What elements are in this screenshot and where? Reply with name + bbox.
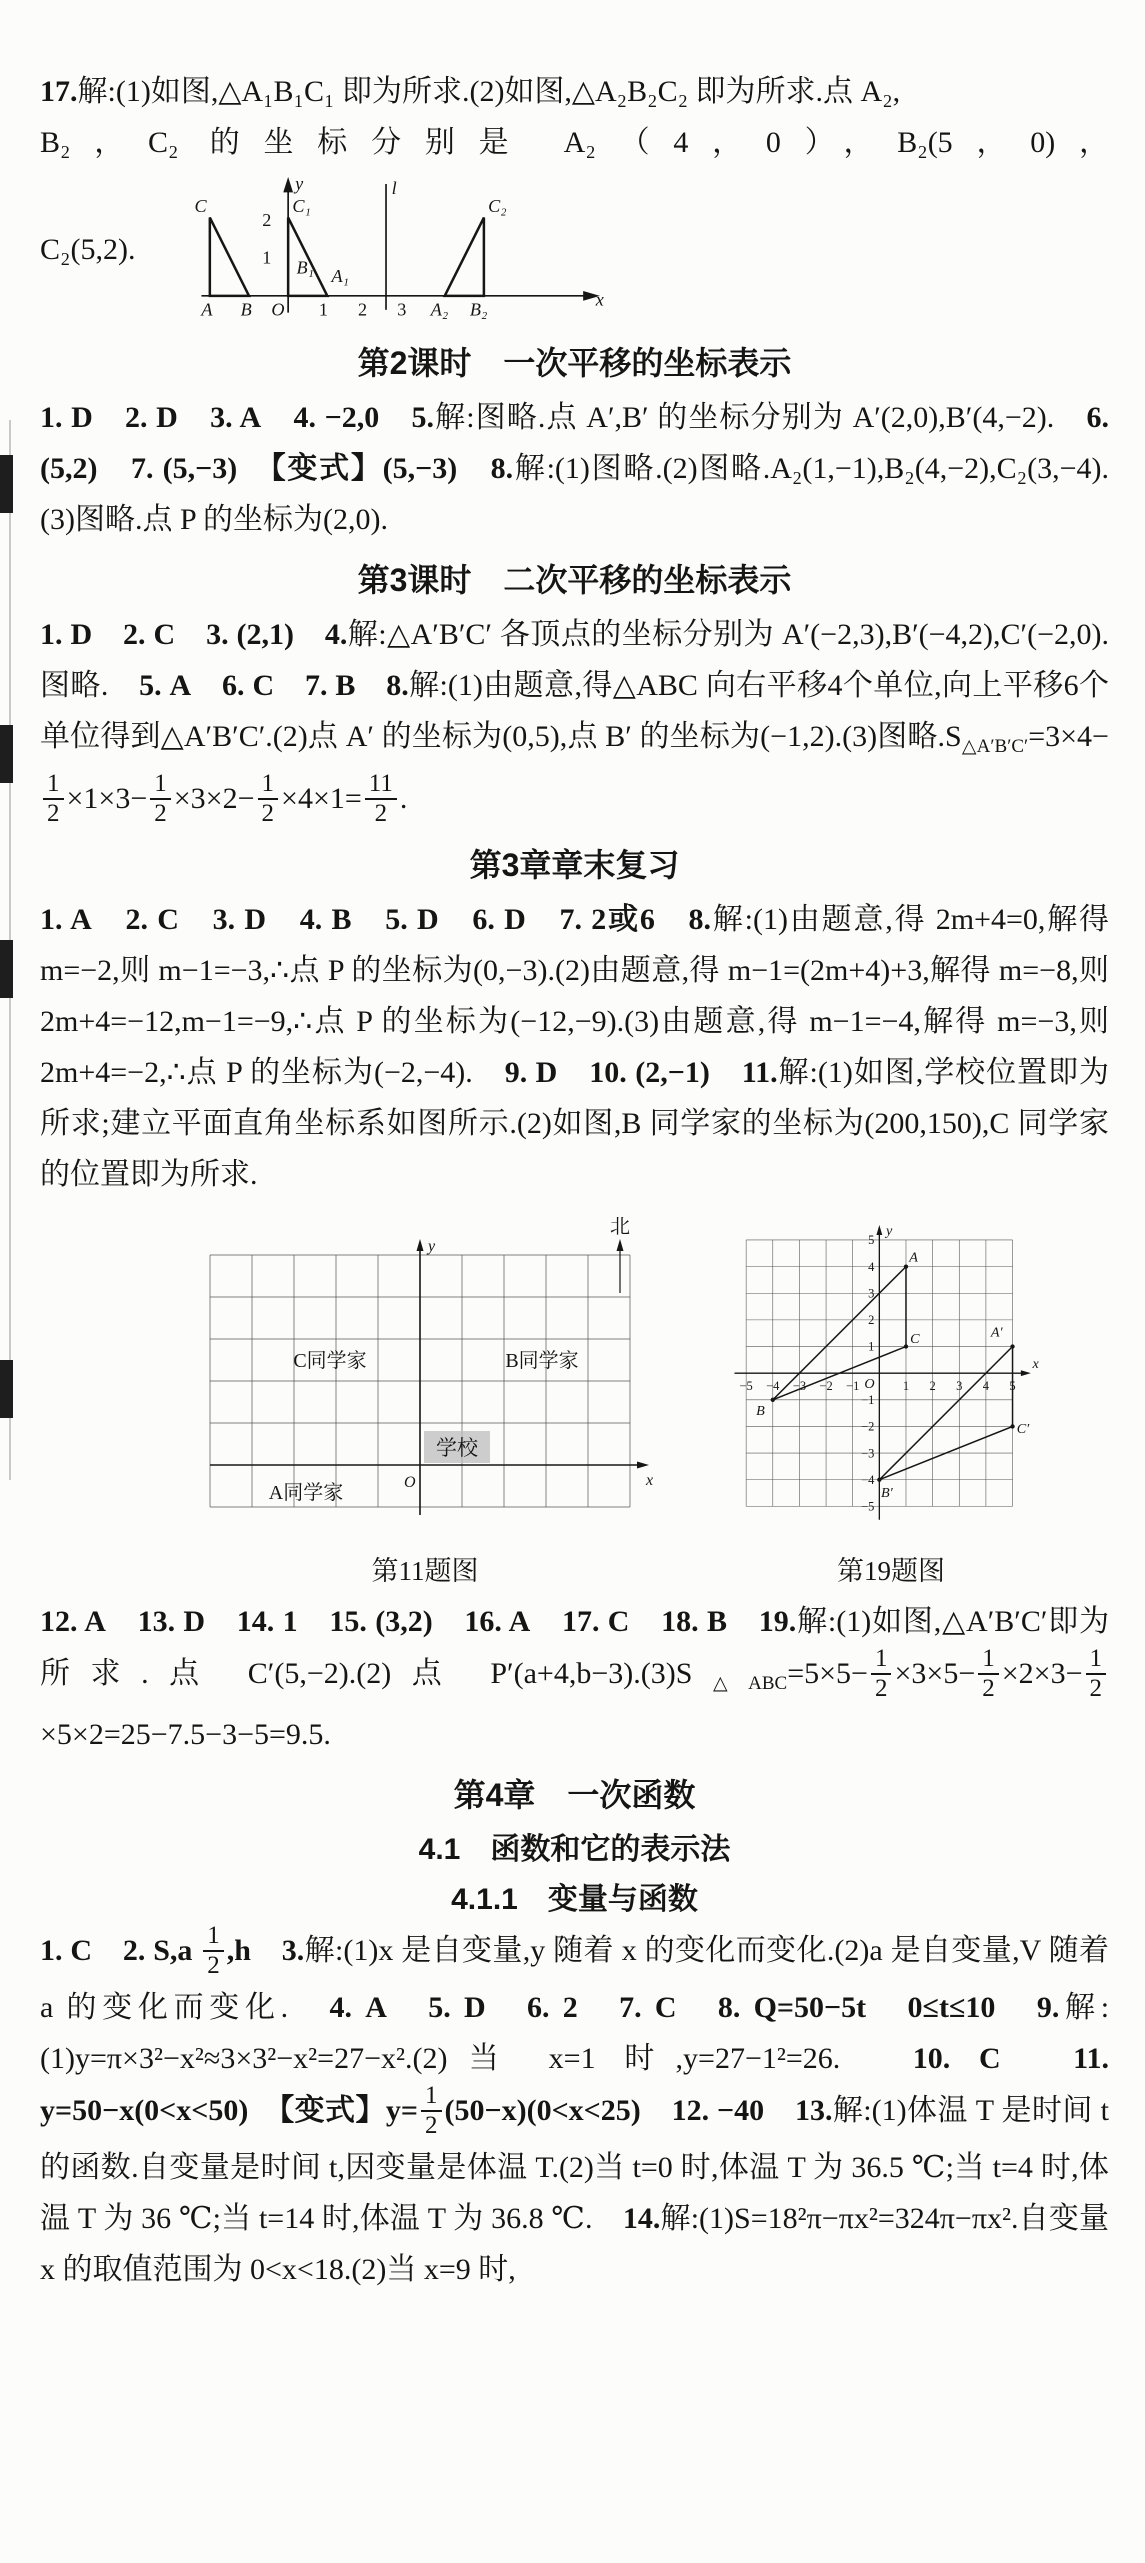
ytick: −2 bbox=[861, 1419, 875, 1434]
axes bbox=[201, 177, 599, 313]
answer-17-line1: 17.解:(1)如图,△A₁B₁C₁ 即为所求.(2)如图,△A₂B₂C₂ 即为所求.点 A₂, bbox=[40, 75, 901, 108]
xtick: −4 bbox=[766, 1378, 780, 1393]
xtick-2: 2 bbox=[358, 299, 368, 320]
figure-problem-19-block bbox=[716, 1210, 1066, 1588]
xtick: 4 bbox=[982, 1378, 990, 1393]
xtick: −5 bbox=[739, 1378, 753, 1393]
ytick: 2 bbox=[868, 1313, 875, 1328]
binding-mark bbox=[0, 1360, 13, 1418]
label-y: y bbox=[428, 1238, 436, 1255]
label-C2: C₂ bbox=[488, 195, 507, 216]
label-y: y bbox=[886, 1222, 893, 1239]
xtick: 1 bbox=[902, 1378, 910, 1393]
ytick: 1 bbox=[868, 1339, 875, 1354]
figure-problem-17 bbox=[190, 170, 610, 328]
xtick: 3 bbox=[956, 1378, 963, 1393]
ytick-2: 2 bbox=[262, 209, 272, 230]
label-B: B bbox=[756, 1402, 765, 1419]
label-y: y bbox=[295, 173, 304, 194]
answers-lesson2: 1. D 2. D 3. A 4. −2,0 5.解:图略.点 A′,B′ 的坐标分别为 A′(2,0),B′(4,−2). 6. (5,2) 7. (5,−3) 【变式】(5,−3) 8.解:(1)图略.(2)图略.A₂(1,−1),B₂(4,−2),C₂(3,−4).(3)图略.点 P 的坐标为(2,0). bbox=[40, 401, 1110, 536]
label-C: C bbox=[194, 195, 207, 216]
xtick: −2 bbox=[819, 1378, 833, 1393]
figure-11-labels bbox=[269, 1238, 653, 1504]
ytick: −5 bbox=[861, 1499, 875, 1514]
binding-mark bbox=[0, 940, 13, 998]
label-A: A bbox=[201, 299, 213, 320]
xtick: 5 bbox=[1009, 1378, 1016, 1393]
label-home-C: C同学家 bbox=[293, 1350, 367, 1372]
figure-problem-11 bbox=[190, 1217, 660, 1543]
heading-section-4-1: 4.1 函数和它的表示法 bbox=[418, 1832, 731, 1866]
label-x: x bbox=[595, 289, 604, 310]
ytick-1: 1 bbox=[262, 247, 272, 268]
label-A1: A₁ bbox=[331, 265, 349, 286]
label-home-B: B同学家 bbox=[505, 1350, 579, 1372]
label-B1: B₁ bbox=[296, 257, 314, 278]
xtick: 2 bbox=[929, 1378, 936, 1393]
figure-11-caption: 第11题图 bbox=[371, 1556, 479, 1586]
label-l: l bbox=[391, 177, 397, 198]
ytick: 3 bbox=[868, 1286, 875, 1301]
xtick: −3 bbox=[792, 1378, 807, 1393]
ytick: 5 bbox=[868, 1233, 875, 1248]
answers-lesson3: 1. D 2. C 3. (2,1) 4.解:△A′B′C′ 各顶点的坐标分别为 A′(−2,3),B′(−4,2),C′(−2,0).图略. 5. A 6. C 7. B 8.解:(1)由题意,得△ABC 向右平移4个单位,向上平移6个单位得到△A′B′C′.(2)点 A′ 的坐标为(0,5),点 B′ 的坐标为(−1,2).(3)图略$.S_{\triangle A'B'C'}=3\times 4-$ $\frac{1}{2}$ ×1×3− $\frac{1}{2}$ ×3×2− $\frac{1}{2}$ ×4×1= $\frac{11}{2}$ . bbox=[40, 618, 1110, 827]
label-O: O bbox=[271, 299, 285, 320]
answer-17-figure-row bbox=[40, 170, 1109, 328]
heading-section-4-1-1: 4.1.1 变量与函数 bbox=[451, 1882, 698, 1916]
figure-problem-19 bbox=[716, 1210, 1066, 1543]
figures-row bbox=[40, 1210, 1109, 1588]
label-C-prime: C′ bbox=[1016, 1421, 1030, 1438]
heading-lesson2: 第2课时 一次平移的坐标表示 bbox=[357, 345, 792, 381]
heading-lesson3: 第3课时 二次平移的坐标表示 bbox=[357, 562, 792, 598]
label-x: x bbox=[1032, 1356, 1039, 1373]
label-A: A bbox=[909, 1249, 918, 1266]
xtick-3: 3 bbox=[397, 299, 407, 320]
binding-mark bbox=[0, 455, 13, 513]
label-x: x bbox=[646, 1472, 654, 1489]
label-O: O bbox=[404, 1474, 416, 1491]
page-content bbox=[40, 66, 1109, 2295]
label-C1: C₁ bbox=[292, 195, 311, 216]
ytick: −3 bbox=[861, 1446, 875, 1461]
label-C: C bbox=[910, 1331, 920, 1348]
figure-19-caption: 第19题图 bbox=[837, 1556, 945, 1586]
ytick: 4 bbox=[868, 1259, 875, 1274]
answers-section-4-1-1: 1. C 2. S,a $\frac{1}{2}$ ,h 3.解:(1)x 是自变量,y 随着 x 的变化而变化.(2)a 是自变量,V 随着 a 的变化而变化. 4. A 5. D 6. 2 7. C 8. Q=50−5t 0≤t≤10 9.解:(1)y=π×3²−x²≈3×3²−x²=27−x².(2)当 x=1 时,y=27−1²=26. 10. C 11. y=50−x(0<x<50) 【变式】y= $\frac{1}{2}$ (50−x)(0<x<25) 12. −40 13.解:(1)体温 T 是时间 t 的函数.自变量是时间 t,因变量是体温 T.(2)当 t=0 时,体温 T 为 36.5 ℃;当 t=4 时,体温 T 为 36 ℃;当 t=14 时,体温 T 为 36.8 ℃. 14.解:(1)S=18²π−πx²=324π−πx².自变量 x 的取值范围为 0<x<18.(2)当 x=9 时, bbox=[40, 1921, 1110, 2286]
axes bbox=[210, 1239, 649, 1515]
xtick: −1 bbox=[846, 1378, 860, 1393]
label-B2: B₂ bbox=[469, 299, 488, 320]
label-A-prime: A′ bbox=[990, 1324, 1003, 1341]
answers-chapter3-review-2: 12. A 13. D 14. 1 15. (3,2) 16. A 17. C 18. B 19.解:(1)如图,△A′B′C′即为所求.点 C′(5,−2).(2)点 $P'(a+4,b-3).(3)S_{\triangle ABC}=5\times 5-$ $\frac{1}{2}$ ×3×5− $\frac{1}{2}$ ×2×3− $\frac{1}{2}$ ×5×2=25−7.5−3−5=9.5. bbox=[40, 1605, 1110, 1751]
label-B-prime: B′ bbox=[881, 1485, 893, 1502]
figure-17-labels bbox=[194, 174, 603, 320]
xtick-1: 1 bbox=[318, 299, 328, 320]
binding-mark bbox=[0, 725, 13, 783]
ytick: −4 bbox=[861, 1472, 875, 1487]
label-A2: A₂ bbox=[430, 299, 449, 320]
figure-problem-11-block bbox=[190, 1217, 660, 1588]
answer-17-line2: B₂，C₂ 的坐标分别是 A₂（4，0），B₂(5，0)， bbox=[40, 126, 1109, 159]
label-B: B bbox=[240, 299, 252, 320]
label-home-A: A同学家 bbox=[268, 1482, 344, 1504]
heading-chapter3-review: 第3章章末复习 bbox=[469, 847, 680, 883]
label-school: 学校 bbox=[436, 1436, 478, 1460]
label-north: 北 bbox=[610, 1217, 630, 1238]
heading-chapter4: 第4章 一次函数 bbox=[453, 1776, 696, 1813]
ytick: −1 bbox=[861, 1392, 875, 1407]
answers-chapter3-review: 1. A 2. C 3. D 4. B 5. D 6. D 7. 2或6 8.解:(1)由题意,得 2m+4=0,解得 m=−2,则 m−1=−3,∴点 P 的坐标为(0,−3).(2)由题意,得 m−1=(2m+4)+3,解得 m=−8,则 2m+4=−12,m−1=−9,∴点 P 的坐标为(−12,−9).(3)由题意,得 m−1=−4,解得 m=−3,则2m+4=−2,∴点 P 的坐标为(−2,−4). 9. D 10. (2,−1) 11.解:(1)如图,学校位置即为所求;建立平面直角坐标系如图所示.(2)如图,B 同学家的坐标为(200,150),C 同学家的位置即为所求. bbox=[40, 903, 1110, 1191]
label-O: O bbox=[864, 1376, 875, 1393]
answer-17-tail: C₂(5,2). bbox=[40, 232, 136, 266]
